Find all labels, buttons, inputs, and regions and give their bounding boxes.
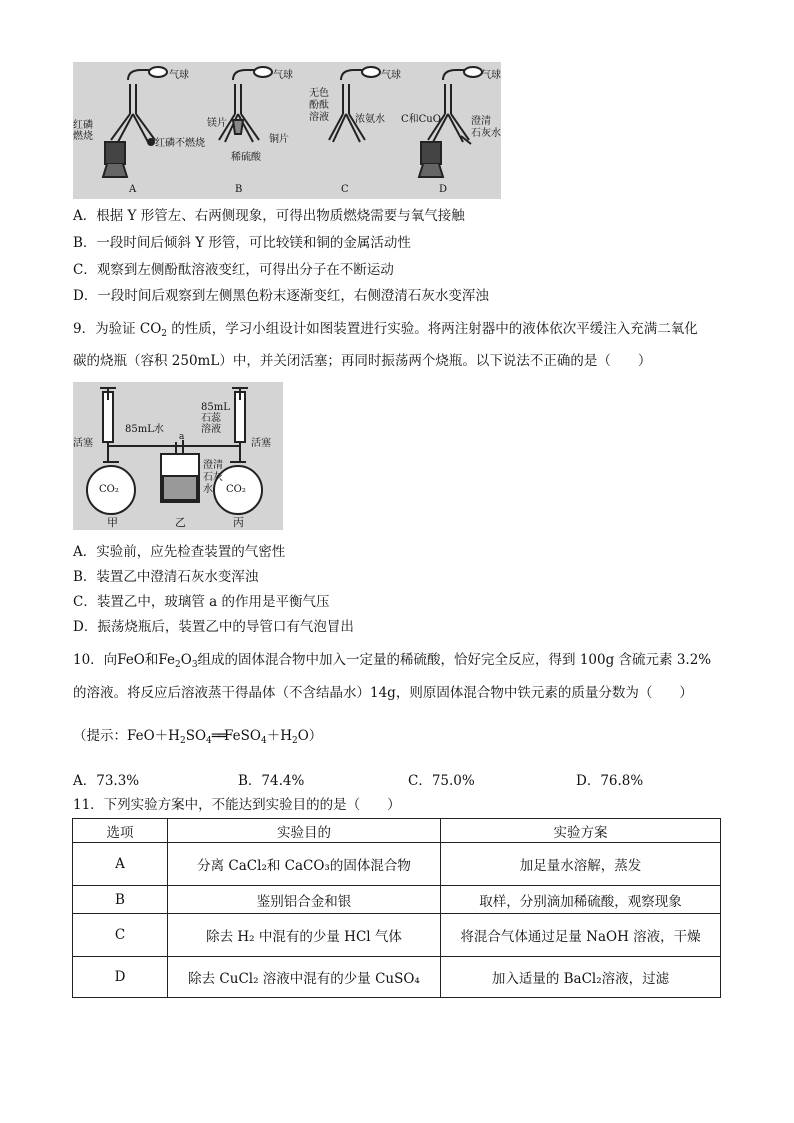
balloon-label-d: 气球 (481, 70, 501, 81)
c-cuo-label: C和CuO (401, 114, 441, 125)
label-a: A (129, 184, 137, 195)
table-row (73, 957, 721, 998)
bottle-yi-label: 乙 (175, 516, 186, 529)
water-85-label: 85mL水 (125, 424, 164, 435)
co2-right-label: CO₂ (226, 484, 246, 495)
q9-option-c: C．装置乙中，玻璃管 a 的作用是平衡气压 (73, 594, 330, 610)
q10-option-d: D．76.8% (576, 773, 644, 789)
q10-option-b: B．74.4% (238, 773, 305, 789)
co2-left-label: CO₂ (99, 484, 119, 495)
cell-plan: 加入适量的 BaCl₂溶液，过滤 (441, 957, 721, 998)
q10-option-a: A．73.3% (73, 773, 140, 789)
tube-a-label: a (179, 432, 185, 442)
red-phosphorus-no-burn-label: 红磷不燃烧 (155, 138, 205, 149)
cell-option: D (73, 957, 168, 998)
q8-option-b: B．一段时间后倾斜 Y 形管，可比较镁和铜的金属活动性 (73, 235, 411, 251)
q8-figure (73, 62, 501, 199)
ammonia-label: 浓氨水 (355, 114, 385, 125)
header-plan: 实验方案 (441, 819, 721, 843)
cell-plan: 将混合气体通过足量 NaOH 溶液，干燥 (441, 914, 721, 957)
flask-bing-label: 丙 (233, 516, 244, 529)
cell-option: C (73, 914, 168, 957)
balloon-label-b: 气球 (273, 70, 293, 81)
balloon-label-a: 气球 (169, 70, 189, 81)
q8-option-a: A．根据 Y 形管左、右两侧现象，可得出物质燃烧需要与氧气接触 (73, 208, 465, 224)
cell-plan: 加足量水溶解，蒸发 (441, 843, 721, 886)
cell-option: B (73, 886, 168, 914)
balloon-label-c: 气球 (381, 70, 401, 81)
header-option: 选项 (73, 819, 168, 843)
mg-strip-label: 镁片 (207, 118, 227, 129)
q10-stem-line1: 10．向FeO和$Fe_2O_3$组成的固体混合物中加入一定量的稀硫酸，恰好完全反应，得到 100g 含硫元素 3.2% (73, 652, 712, 670)
cu-strip-label: 铜片 (269, 134, 289, 145)
q8-option-c: C．观察到左侧酚酞溶液变红，可得出分子在不断运动 (73, 262, 394, 278)
cell-purpose: 除去 CuCl₂ 溶液中混有的少量 CuSO₄ (168, 957, 441, 998)
limewater-label-d: 澄清 石灰水 (471, 116, 501, 139)
q11-table (72, 818, 721, 998)
q9-stem-line2: 碳的烧瓶（容积 250mL）中，并关闭活塞；再同时振荡两个烧瓶。以下说法不正确的是（ ） (73, 353, 652, 369)
q10-option-c: C．75.0% (408, 773, 475, 789)
cell-purpose: 分离 CaCl₂和 CaCO₃的固体混合物 (168, 843, 441, 886)
litmus-label: 85mL 石蕊 溶液 (201, 402, 230, 435)
q11-stem: 11．下列实验方案中，不能达到实验目的的是（ ） (73, 797, 401, 813)
flask-jia-label: 甲 (107, 516, 118, 529)
cell-purpose: 鉴别铝合金和银 (168, 886, 441, 914)
cell-plan: 取样，分别滴加稀硫酸，观察现象 (441, 886, 721, 914)
limewater-label: 澄清 石灰 水 (203, 460, 223, 495)
q9-figure (73, 382, 283, 530)
label-d: D (439, 184, 448, 195)
stopcock-left-label: 活塞 (73, 438, 93, 449)
q9-option-a: A．实验前，应先检查装置的气密性 (73, 544, 286, 560)
dilute-acid-label: 稀硫酸 (231, 152, 261, 163)
q9-stem-line1: 9．为验证 $CO_2$ 的性质，学习小组设计如图装置进行实验。将两注射器中的液体依次平缓注入充满二氧化 (73, 321, 698, 339)
q9-option-b: B．装置乙中澄清石灰水变浑浊 (73, 569, 259, 585)
apparatus-a (103, 67, 167, 177)
table-header-row (73, 819, 721, 843)
phenolphthalein-label: 无色 酚酞 溶液 (309, 88, 329, 123)
label-c: C (341, 184, 349, 195)
cell-purpose: 除去 H₂ 中混有的少量 HCl 气体 (168, 914, 441, 957)
q9-option-d: D．振荡烧瓶后，装置乙中的导管口有气泡冒出 (73, 619, 354, 635)
apparatus-b (219, 67, 272, 142)
table-row (73, 886, 721, 914)
red-phosphorus-burn-label: 红磷 燃烧 (73, 120, 93, 142)
q8-option-d: D．一段时间后观察到左侧黑色粉末逐渐变红，右侧澄清石灰水变浑浊 (73, 288, 489, 304)
q10-hint: （提示：$FeO+H_2SO_4══FeSO_4+H_2O$） (73, 728, 323, 746)
cell-option: A (73, 843, 168, 886)
apparatus-c (329, 67, 380, 142)
header-purpose: 实验目的 (168, 819, 441, 843)
q10-stem-line2: 的溶液。将反应后溶液蒸干得晶体（不含结晶水）14g，则原固体混合物中铁元素的质量分数为（ ） (73, 685, 693, 701)
label-b: B (235, 184, 243, 195)
table-row (73, 914, 721, 957)
stopcock-right-label: 活塞 (251, 438, 271, 449)
table-row (73, 843, 721, 886)
